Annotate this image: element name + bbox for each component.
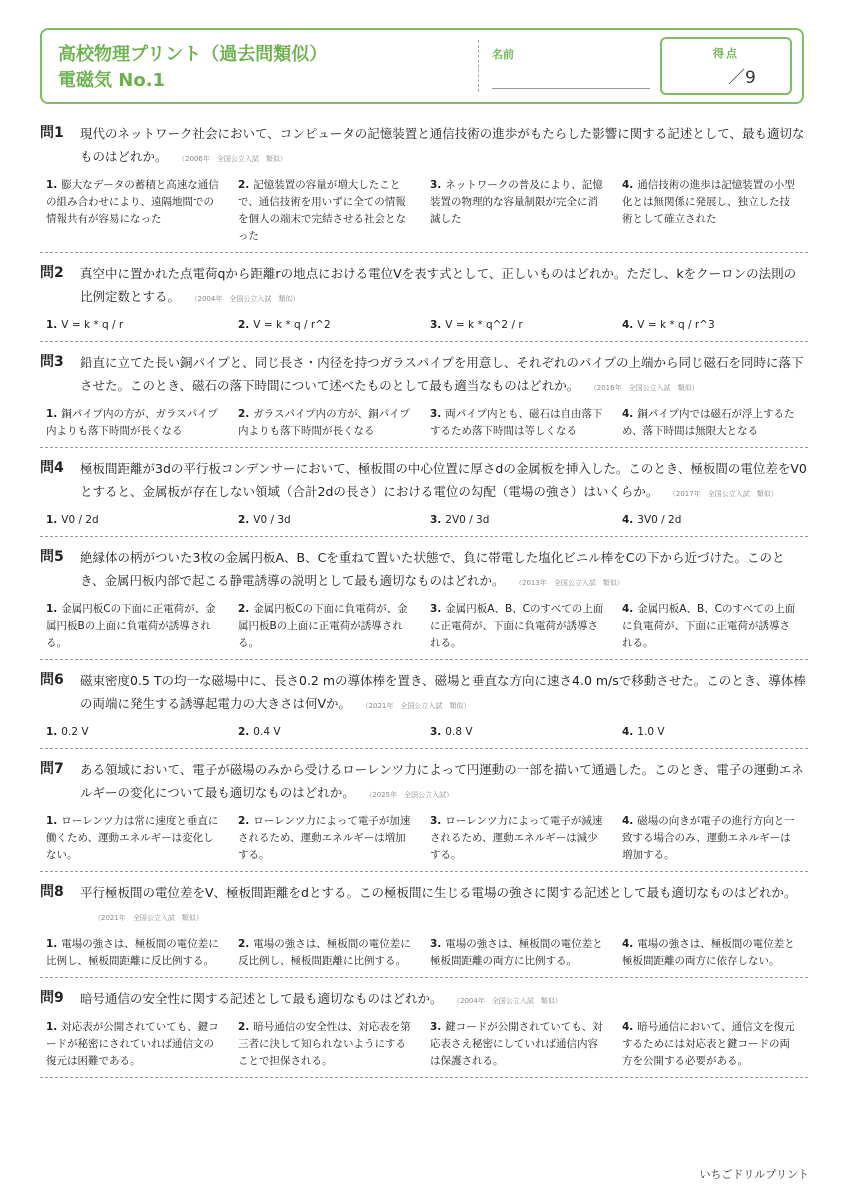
- choice-text: V = k * q / r^3: [637, 319, 715, 331]
- header-divider: [478, 40, 479, 92]
- choice-2[interactable]: [232, 1019, 424, 1070]
- question-source: （2004年 全国公立入試 類似）: [194, 295, 300, 303]
- choice-list: [40, 1019, 808, 1070]
- choice-number: 2.: [238, 408, 250, 420]
- worksheet-header: [40, 28, 804, 104]
- choice-text: 0.2 V: [61, 726, 89, 738]
- choice-text: V = k * q / r^2: [253, 319, 331, 331]
- question-source: （2006年 全国公立入試 類似）: [181, 155, 287, 163]
- choice-1[interactable]: [40, 406, 232, 440]
- question-source: （2016年 全国公立入試 類似）: [593, 384, 699, 392]
- choice-number: 4.: [622, 603, 634, 615]
- question-number: 問9: [40, 990, 64, 1006]
- question-text: ある領域において、電子が磁場のみから受けるローレンツ力によって円運動の一部を描いて通過した。このとき、電子の運動エネルギーの変化について最も適切なものはどれか。: [80, 762, 804, 800]
- choice-list: [40, 724, 808, 741]
- question-9: [40, 987, 808, 1078]
- choice-number: 2.: [238, 319, 250, 331]
- choice-list: [40, 406, 808, 440]
- choice-number: 2.: [238, 179, 250, 191]
- choice-2[interactable]: [232, 406, 424, 440]
- question-text: 真空中に置かれた点電荷qから距離rの地点における電位Vを表す式として、正しいものはどれか。ただし、kをクーロンの法則の比例定数とする。: [80, 266, 797, 304]
- choice-list: [40, 177, 808, 245]
- choice-3[interactable]: [424, 936, 616, 970]
- score-total: ／9: [728, 68, 756, 88]
- choice-number: 4.: [622, 938, 634, 950]
- question-2: [40, 262, 808, 342]
- name-field[interactable]: [492, 88, 650, 89]
- choice-text: 0.8 V: [445, 726, 473, 738]
- choice-text: ローレンツ力によって電子が減速されるため、運動エネルギーは減少する。: [430, 815, 603, 861]
- choice-number: 2.: [238, 726, 250, 738]
- choice-text: 電場の強さは、極板間の電位差と極板間距離の両方に依存しない。: [622, 938, 795, 967]
- question-list: [40, 122, 808, 1087]
- question-head: [40, 122, 808, 171]
- choice-text: 電場の強さは、極板間の電位差に反比例し、極板間距離に比例する。: [238, 938, 411, 967]
- choice-number: 3.: [430, 726, 442, 738]
- question-8: [40, 881, 808, 978]
- choice-number: 3.: [430, 938, 442, 950]
- question-text: 暗号通信の安全性に関する記述として最も適切なものはどれか。: [80, 991, 443, 1006]
- question-number: 問1: [40, 125, 64, 141]
- choice-1[interactable]: [40, 1019, 232, 1070]
- question-head: [40, 881, 808, 930]
- choice-3[interactable]: [424, 177, 616, 245]
- choice-text: 金属円板Cの下面に正電荷が、金属円板Bの上面に負電荷が誘導される。: [46, 603, 216, 649]
- choice-number: 4.: [622, 179, 634, 191]
- choice-2[interactable]: [232, 936, 424, 970]
- choice-number: 4.: [622, 1021, 634, 1033]
- question-1: [40, 122, 808, 253]
- question-number: 問3: [40, 354, 64, 370]
- choice-3[interactable]: [424, 406, 616, 440]
- question-text: 平行極板間の電位差をV、極板間距離をdとする。この極板間に生じる電場の強さに関する記述として最も適切なものはどれか。: [80, 885, 797, 900]
- question-head: [40, 758, 808, 807]
- choice-number: 3.: [430, 179, 442, 191]
- question-source: （2021年 全国公立入試 類似）: [94, 914, 203, 922]
- choice-text: 金属円板A、B、Cのすべての上面に正電荷が、下面に負電荷が誘導される。: [430, 603, 604, 649]
- question-body: [80, 351, 808, 400]
- choice-text: 0.4 V: [253, 726, 281, 738]
- choice-text: 電場の強さは、極板間の電位差に比例し、極板間距離に反比例する。: [46, 938, 219, 967]
- choice-number: 2.: [238, 938, 250, 950]
- choice-list: [40, 512, 808, 529]
- choice-number: 3.: [430, 319, 442, 331]
- choice-text: 2V0 / 3d: [445, 514, 490, 526]
- worksheet-subtitle: 電磁気 No.1: [58, 70, 166, 91]
- question-head: [40, 987, 808, 1013]
- choice-list: [40, 936, 808, 970]
- choice-text: 対応表が公開されていても、鍵コードが秘密にされていれば通信文の復元は困難である。: [46, 1021, 219, 1067]
- question-number: 問6: [40, 672, 64, 688]
- choice-list: [40, 813, 808, 864]
- choice-text: V = k * q / r: [61, 319, 124, 331]
- question-source: （2013年 全国公立入試 類似）: [518, 579, 624, 587]
- question-7: [40, 758, 808, 872]
- choice-text: 銅パイプ内では磁石が浮上するため、落下時間は無限大となる: [622, 408, 795, 437]
- choice-number: 4.: [622, 408, 634, 420]
- question-text: 極板間距離が3dの平行板コンデンサーにおいて、極板間の中心位置に厚さdの金属板を挿入した。このとき、極板間の電位差をV0とすると、金属板が存在しない領域（合計2dの長さ）における電位の勾配（電場の強さ）はいくらか。: [80, 461, 807, 499]
- choice-number: 3.: [430, 1021, 442, 1033]
- choice-2[interactable]: [232, 317, 424, 334]
- question-head: [40, 457, 808, 506]
- question-number: 問7: [40, 761, 64, 777]
- score-box: [660, 37, 792, 95]
- choice-text: 通信技術の進歩は記憶装置の小型化とは無関係に発展し、独立した技術として確立された: [622, 179, 795, 225]
- choice-text: 銅パイプ内の方が、ガラスパイプ内よりも落下時間が長くなる: [46, 408, 218, 437]
- choice-number: 4.: [622, 514, 634, 526]
- choice-3[interactable]: [424, 724, 616, 741]
- question-body: [80, 122, 808, 171]
- question-source: （2017年 全国公立入試 類似）: [672, 490, 778, 498]
- footer-brand: いちごドリルプリント: [699, 1168, 809, 1181]
- choice-list: [40, 317, 808, 334]
- choice-1[interactable]: [40, 936, 232, 970]
- choice-number: 2.: [238, 514, 250, 526]
- choice-4[interactable]: [616, 512, 808, 529]
- choice-text: 1.0 V: [637, 726, 665, 738]
- choice-1[interactable]: [40, 724, 232, 741]
- choice-2[interactable]: [232, 512, 424, 529]
- choice-text: ローレンツ力は常に速度と垂直に働くため、運動エネルギーは変化しない。: [46, 815, 219, 861]
- question-head: [40, 351, 808, 400]
- choice-number: 1.: [46, 603, 58, 615]
- question-5: [40, 546, 808, 660]
- score-label: 得点: [713, 47, 739, 60]
- choice-3[interactable]: [424, 512, 616, 529]
- question-head: [40, 669, 808, 718]
- choice-1[interactable]: [40, 512, 232, 529]
- choice-number: 4.: [622, 319, 634, 331]
- question-body: [80, 669, 808, 718]
- choice-1[interactable]: [40, 317, 232, 334]
- question-text: 鉛直に立てた長い銅パイプと、同じ長さ・内径を持つガラスパイプを用意し、それぞれのパイプの上端から同じ磁石を同時に落下させた。このとき、磁石の落下時間について述べたものとして最も適当なものはどれか。: [80, 355, 804, 393]
- choice-3[interactable]: [424, 601, 616, 652]
- choice-number: 3.: [430, 603, 442, 615]
- choice-text: 電場の強さは、極板間の電位差と極板間距離の両方に比例する。: [430, 938, 603, 967]
- title-area: [58, 42, 478, 94]
- worksheet-title: 高校物理プリント（過去問類似）: [58, 44, 328, 65]
- name-label: 名前: [492, 48, 514, 61]
- choice-number: 2.: [238, 603, 250, 615]
- choice-text: ネットワークの普及により、記憶装置の物理的な容量制限が完全に消滅した: [430, 179, 603, 225]
- question-head: [40, 546, 808, 595]
- choice-3[interactable]: [424, 813, 616, 864]
- choice-number: 1.: [46, 726, 58, 738]
- choice-number: 3.: [430, 815, 442, 827]
- choice-number: 3.: [430, 514, 442, 526]
- choice-text: V0 / 3d: [253, 514, 291, 526]
- choice-3[interactable]: [424, 317, 616, 334]
- question-number: 問8: [40, 884, 64, 900]
- question-body: [80, 457, 808, 506]
- choice-4[interactable]: [616, 601, 808, 652]
- choice-number: 1.: [46, 179, 58, 191]
- choice-number: 2.: [238, 815, 250, 827]
- choice-number: 2.: [238, 1021, 250, 1033]
- choice-text: 膨大なデータの蓄積と高速な通信の組み合わせにより、遠隔地間での情報共有が容易になった: [46, 179, 219, 225]
- choice-number: 3.: [430, 408, 442, 420]
- choice-text: 磁場の向きが電子の進行方向と一致する場合のみ、運動エネルギーは増加する。: [622, 815, 795, 861]
- question-source: （2004年 全国公立入試 類似）: [456, 997, 562, 1005]
- choice-text: ローレンツ力によって電子が加速されるため、運動エネルギーは増加する。: [238, 815, 411, 861]
- question-3: [40, 351, 808, 448]
- choice-text: 両パイプ内とも、磁石は自由落下するため落下時間は等しくなる: [430, 408, 603, 437]
- question-source: （2025年 全国公立入試）: [368, 791, 454, 799]
- question-number: 問4: [40, 460, 64, 476]
- choice-text: 暗号通信の安全性は、対応表を第三者に決して知られないようにすることで担保される。: [238, 1021, 411, 1067]
- choice-4[interactable]: [616, 406, 808, 440]
- choice-2[interactable]: [232, 601, 424, 652]
- question-text: 絶縁体の柄がついた3枚の金属円板A、B、Cを重ねて置いた状態で、負に帯電した塩化ビニル棒をCの下から近づけた。このとき、金属円板内部で起こる静電誘導の説明として最も適切なものはどれか。: [80, 550, 785, 588]
- choice-1[interactable]: [40, 601, 232, 652]
- choice-2[interactable]: [232, 724, 424, 741]
- choice-2[interactable]: [232, 177, 424, 245]
- choice-4[interactable]: [616, 813, 808, 864]
- question-number: 問5: [40, 549, 64, 565]
- choice-4[interactable]: [616, 177, 808, 245]
- question-head: [40, 262, 808, 311]
- question-body: [80, 546, 808, 595]
- choice-text: 金属円板Cの下面に負電荷が、金属円板Bの上面に正電荷が誘導される。: [238, 603, 408, 649]
- question-number: 問2: [40, 265, 64, 281]
- question-body: [80, 262, 808, 311]
- choice-number: 1.: [46, 938, 58, 950]
- choice-text: 金属円板A、B、Cのすべての上面に負電荷が、下面に正電荷が誘導される。: [622, 603, 796, 649]
- question-6: [40, 669, 808, 749]
- choice-4[interactable]: [616, 1019, 808, 1070]
- question-body: [80, 987, 808, 1013]
- choice-2[interactable]: [232, 813, 424, 864]
- choice-3[interactable]: [424, 1019, 616, 1070]
- question-body: [80, 881, 808, 930]
- question-4: [40, 457, 808, 537]
- choice-number: 4.: [622, 815, 634, 827]
- question-text: 磁束密度0.5 Tの均一な磁場中に、長さ0.2 mの導体棒を置き、磁場と垂直な方向に速さ4.0 m/sで移動させた。このとき、導体棒の両端に発生する誘導起電力の大きさは何Vか。: [80, 673, 806, 711]
- question-body: [80, 758, 808, 807]
- question-source: （2021年 全国公立入試 類似）: [365, 702, 471, 710]
- choice-number: 1.: [46, 319, 58, 331]
- choice-text: V0 / 2d: [61, 514, 99, 526]
- choice-text: 3V0 / 2d: [637, 514, 682, 526]
- choice-text: V = k * q^2 / r: [445, 319, 523, 331]
- choice-4[interactable]: [616, 724, 808, 741]
- choice-text: 鍵コードが公開されていても、対応表さえ秘密にしていれば通信内容は保護される。: [430, 1021, 603, 1067]
- choice-4[interactable]: [616, 317, 808, 334]
- choice-number: 1.: [46, 408, 58, 420]
- choice-1[interactable]: [40, 177, 232, 245]
- choice-text: 記憶装置の容量が増大したことで、通信技術を用いずに全ての情報を個人の端末で完結させる社会となった: [238, 179, 406, 242]
- choice-number: 1.: [46, 815, 58, 827]
- choice-list: [40, 601, 808, 652]
- choice-number: 1.: [46, 514, 58, 526]
- choice-text: ガラスパイプ内の方が、銅パイプ内よりも落下時間が長くなる: [238, 408, 410, 437]
- choice-4[interactable]: [616, 936, 808, 970]
- question-text: 現代のネットワーク社会において、コンピュータの記憶装置と通信技術の進歩がもたらした影響に関する記述として、最も適切なものはどれか。: [80, 126, 805, 164]
- choice-1[interactable]: [40, 813, 232, 864]
- choice-text: 暗号通信において、通信文を復元するためには対応表と鍵コードの両方を公開する必要がある。: [622, 1021, 795, 1067]
- choice-number: 4.: [622, 726, 634, 738]
- choice-number: 1.: [46, 1021, 58, 1033]
